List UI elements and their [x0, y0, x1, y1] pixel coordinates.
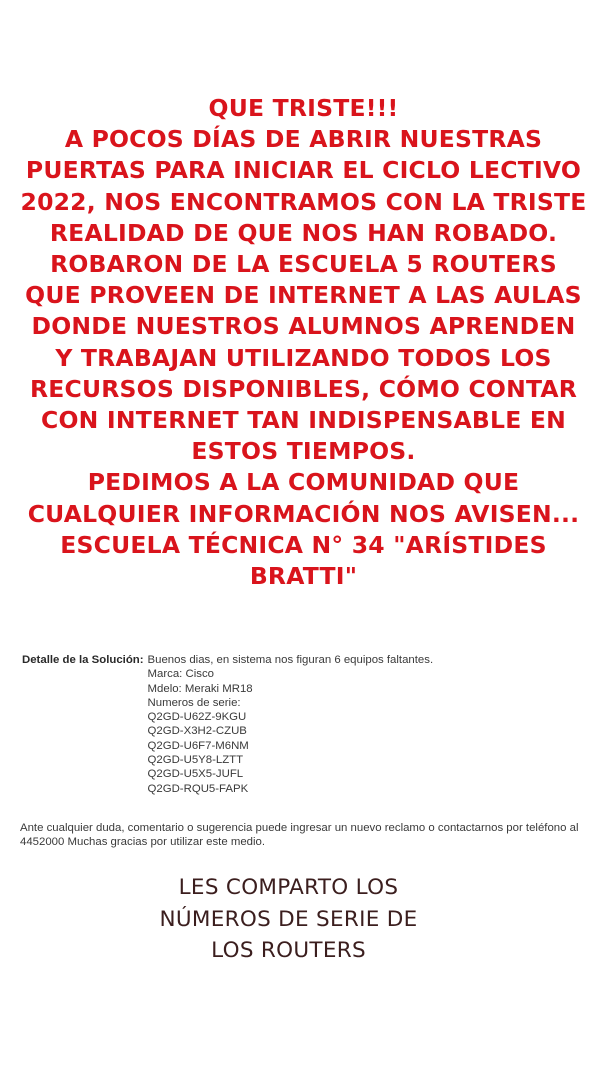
solution-label: Detalle de la Solución: [22, 654, 144, 666]
announcement-line: RECURSOS DISPONIBLES, CÓMO CONTAR [29, 374, 578, 403]
solution-line: Marca: Cisco [147, 668, 214, 681]
announcement-line: PUERTAS PARA INICIAR EL CICLO LECTIVO [25, 156, 582, 185]
solution-detail [22, 653, 602, 796]
solution-line: Buenos dias, en sistema nos figuran 6 equipos faltantes. [147, 654, 434, 666]
announcement-line: CON INTERNET TAN INDISPENSABLE EN [41, 406, 566, 435]
announcement-line: REALIDAD DE QUE NOS HAN ROBADO. [49, 218, 558, 247]
serial-number: Q2GD-U62Z-9KGU [147, 711, 247, 724]
share-line: LOS ROUTERS [211, 938, 366, 963]
serial-number: Q2GD-X3H2-CZUB [147, 725, 247, 738]
announcement-line: QUE PROVEEN DE INTERNET A LAS AULAS [25, 281, 582, 310]
share-line: LES COMPARTO LOS [178, 875, 399, 900]
announcement-line: QUE TRISTE!!! [208, 94, 399, 122]
serial-number: Q2GD-U5Y8-LZTT [147, 754, 244, 767]
announcement-line: ESCUELA TÉCNICA N° 34 "ARÍSTIDES [60, 530, 547, 559]
announcement-line: DONDE NUESTROS ALUMNOS APRENDEN [31, 312, 576, 341]
share-line: NÚMEROS DE SERIE DE [159, 906, 418, 932]
solution-body [148, 653, 434, 796]
announcement-text [0, 93, 607, 592]
announcement-line: ESTOS TIEMPOS. [191, 437, 416, 466]
announcement-line: CUALQUIER INFORMACIÓN NOS AVISEN... [27, 499, 580, 528]
serial-number: Q2GD-U6F7-M6NM [147, 739, 249, 752]
announcement-line: ROBARON DE LA ESCUELA 5 ROUTERS [50, 250, 557, 279]
solution-line: Numeros de serie: [147, 696, 241, 709]
serial-number: Q2GD-U5X5-JUFL [147, 768, 244, 781]
solution-line: Mdelo: Meraki MR18 [147, 682, 253, 695]
announcement-line: 2022, NOS ENCONTRAMOS CON LA TRISTE [20, 187, 587, 216]
solution-row [22, 653, 602, 796]
footer-note: Ante cualquier duda, comentario o sugerencia puede ingresar un nuevo reclamo o contactarnos por teléfono al 4452000 Muchas gracias por utilizar este medio. [20, 822, 579, 849]
announcement-line: BRATTI" [249, 562, 358, 591]
announcement-line: A POCOS DÍAS DE ABRIR NUESTRAS [64, 125, 543, 154]
announcement-line: Y TRABAJAN UTILIZANDO TODOS LOS [55, 343, 552, 372]
announcement-line: PEDIMOS A LA COMUNIDAD QUE [87, 468, 520, 497]
serial-number: Q2GD-RQU5-FAPK [147, 782, 249, 795]
share-caption [0, 872, 577, 967]
